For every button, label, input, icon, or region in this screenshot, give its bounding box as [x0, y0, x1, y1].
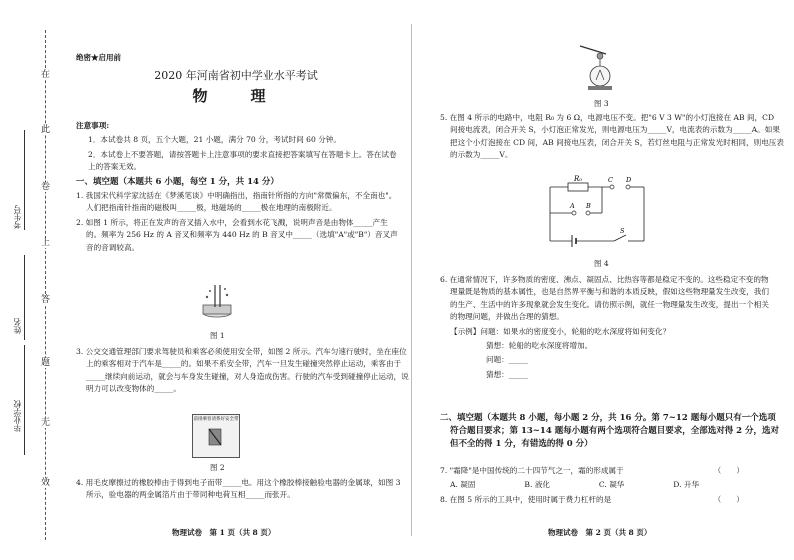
answer-guess-line: 猜想：_____ — [486, 369, 528, 379]
candidate-number-label: 考生号 — [13, 205, 22, 229]
figure-4-caption: 图 4 — [594, 259, 609, 268]
page-2-footer: 物理试卷 第 2 页（共 8 页） — [548, 528, 652, 537]
binding-char: 无 — [41, 418, 51, 428]
figure-3-caption: 图 3 — [594, 99, 609, 108]
binding-char: 此 — [41, 125, 51, 135]
label-c: C — [608, 176, 613, 184]
example-question: 【示例】问题：如果水的密度变小，轮船的吃水深度将如何变化？ — [450, 326, 671, 336]
binding-dashed-line — [45, 30, 46, 540]
seatbelt-sign-text: 前排乘客请系好安全带 — [193, 417, 239, 422]
question-5: 5. 在图 4 所示的电路中，电阻 R₀ 为 6 Ω，电源电压不变。把"6 V 3 W"的小灯泡接在 AB 间，CD 间接电流表，闭合开关 S，小灯泡正常发光，则电源电压为_____V，电流表的示数为_____A。如果把这个小灯泡接在 CD 间，AB 间接电压表，闭合开关 S，若灯丝电阻与正常发光时相同，则电压表的示数为_____V。 — [440, 113, 784, 160]
page-1 — [72, 0, 409, 560]
label-s: S — [620, 227, 625, 235]
resistor-r0 — [568, 183, 588, 191]
page-1-footer: 物理试卷 第 1 页（共 8 页） — [172, 528, 276, 537]
binding-char: 题 — [41, 358, 51, 368]
binding-char: 卷 — [41, 182, 51, 192]
question-4: 4. 用毛皮摩擦过的橡胶棒由于得到电子而带_____电。用这个橡胶棒接触验电器的金属球，如图 3 所示，验电器的两金属箔片由于带同种电荷互相_____而张开。 — [76, 478, 401, 500]
question-7-block — [440, 465, 774, 508]
example-guess: 猜想：轮船的吃水深度将增加。 — [486, 341, 593, 351]
label-r0: R₀ — [574, 175, 583, 183]
candidate-number-line — [24, 130, 25, 230]
question-8-bracket: （ ） — [713, 494, 744, 504]
question-3: 3. 公交交通管理部门要求驾驶员和乘客必须使用安全带，如图 2 所示。汽车匀速行驶时，坐在座位上的乘客相对于汽车是_____的。如果不系安全带，汽车一旦发生碰撞突然停止运动，乘客由于_____继续向前运动，就会与车身发生碰撞，对人身造成伤害。行驶的汽车受到碰撞停止运动，说明力可以改变物体的_____。 — [76, 347, 409, 394]
electroscope-figure — [576, 40, 624, 92]
option-b: B. 液化 — [524, 480, 551, 490]
notice-item: 1．本试卷共 8 页，五个大题，21 小题，满分 70 分，考试时间 60 分钟。 — [88, 135, 341, 145]
binding-char: 在 — [41, 70, 51, 80]
label-b: B — [586, 202, 591, 210]
circuit-diagram — [544, 175, 654, 251]
secret-mark: 绝密★启用前 — [76, 53, 121, 62]
school-label: 毕业学校 — [13, 400, 22, 432]
figure-2-caption: 图 2 — [210, 463, 225, 472]
name-label: 姓名 — [13, 318, 22, 334]
question-7: 7. "霜降"是中国传统的二十四节气之一，霜的形成属于 — [440, 466, 624, 475]
binding-margin — [0, 0, 62, 560]
question-6: 6. 在通常情况下，许多物质的密度、沸点、凝固点、比热容等都是稳定不变的。这些稳定不变的物理量既是物质的基本属性，也是自然界平衡与和谐的本质反映，假如这些物理量发生改变，我们的生产、生活中的许多现象就会发生变化。请仿照示例，就任一物理量发生改变，提出一个相关的物理问题，并做出合理的猜想。 — [440, 275, 769, 322]
question-7-bracket: （ ） — [713, 466, 744, 475]
option-c: C. 凝华 — [598, 480, 625, 490]
binding-char: 效 — [41, 478, 51, 488]
section-1-heading: 一、填空题（本题共 6 小题，每空 1 分，共 14 分） — [76, 176, 279, 187]
question-2: 2. 如图 1 所示，将正在发声的音叉插入水中，会看到水花飞溅，说明声音是由物体_____产生的。频率为 256 Hz 的 A 音叉和频率为 440 Hz 的 B 音叉中_____（选填"A"或"B"）音叉声音的音调较高。 — [76, 217, 398, 252]
tuning-fork-figure — [197, 283, 237, 319]
seatbelt-sign-figure — [192, 414, 240, 458]
exam-title: 2020 年河南省初中学业水平考试 — [154, 69, 318, 82]
section-2-heading: 二、填空题（本题共 8 小题，每小题 2 分，共 16 分。第 7~12 题每小题只有一个选项符合题目要求；第 13~14 题每小题有两个选项符合题目要求，全部选对得 2 分，选对但不全的得 1 分，有错选的得 0 分） — [440, 413, 780, 449]
switch-s — [614, 235, 626, 241]
subject-title: 物 理 — [192, 87, 280, 105]
option-a: A. 凝固 — [450, 480, 476, 490]
question-8: 8. 在图 5 所示的工具中，使用时属于费力杠杆的是 — [440, 494, 612, 504]
notice-item: 2．本试卷上不要答题，请按答题卡上注意事项的要求直接把答案填写在答题卡上。答在试卷上的答案无效。 — [88, 149, 397, 172]
page-2 — [436, 0, 784, 560]
label-d: D — [626, 176, 632, 184]
option-d: D. 升华 — [673, 480, 700, 490]
question-6-block — [440, 274, 774, 383]
notice-title: 注意事项: — [76, 121, 110, 130]
seatbelt-icon — [193, 423, 237, 451]
name-line — [24, 255, 25, 340]
notice-block — [76, 120, 400, 256]
school-line — [24, 345, 25, 455]
label-a: A — [570, 202, 575, 210]
figure-1-caption: 图 1 — [210, 331, 225, 340]
page-divider — [411, 24, 412, 536]
binding-char: 上 — [41, 238, 51, 248]
question-1: 1. 我国宋代科学家沈括在《梦溪笔谈》中明确指出，指南针所指的方向"常微偏东，不全南也"。人们把指南针指南的磁极叫_____极，地磁场的_____极在地理的南极附近。 — [76, 191, 397, 213]
binding-char: 答 — [41, 295, 51, 305]
answer-question-line: 问题：_____ — [486, 355, 528, 365]
